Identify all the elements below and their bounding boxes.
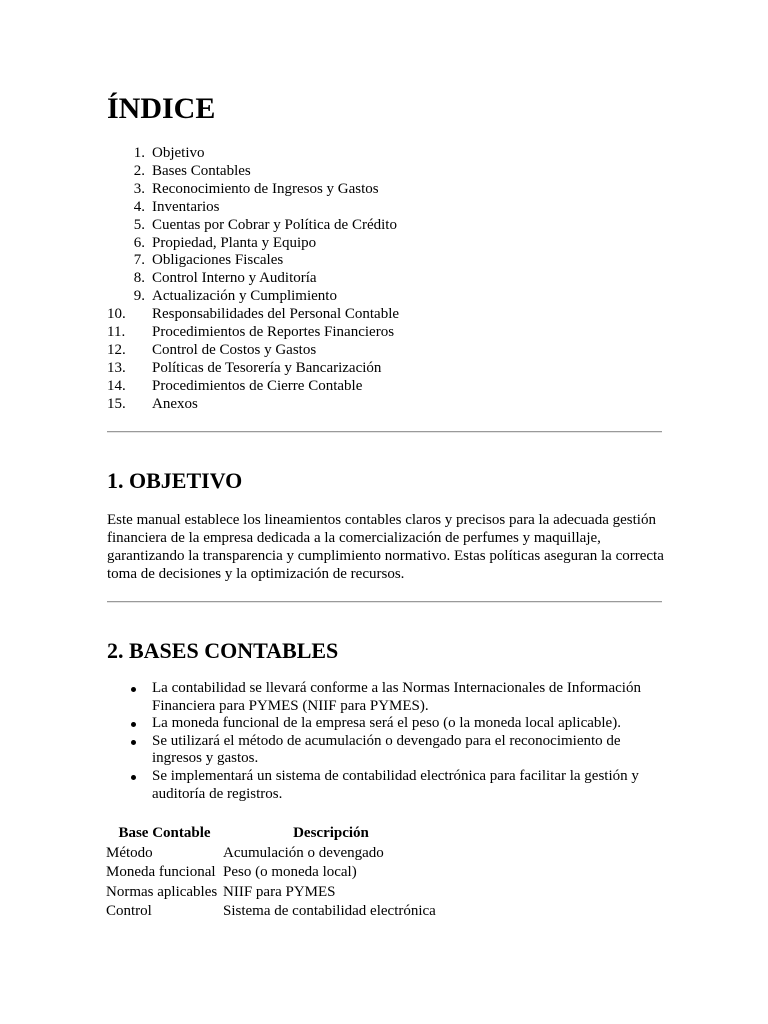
table-row <box>106 844 439 864</box>
toc-item-label: Control Interno y Auditoría <box>152 270 317 287</box>
toc-item <box>107 145 399 163</box>
index-title: ÍNDICE <box>107 92 216 125</box>
toc-item-label: Procedimientos de Cierre Contable <box>152 377 363 394</box>
table-row <box>106 883 439 903</box>
table-header-descripcion: Descripción <box>293 825 369 841</box>
toc-item <box>107 324 399 342</box>
table-row <box>106 902 439 922</box>
bullet-item: La contabilidad se llevará conforme a las Normas Internacionales de Información Financiera para PYMES (NIIF para PYMES). <box>107 680 667 715</box>
toc-item <box>107 306 399 324</box>
bases-table <box>106 824 439 922</box>
toc-item-label: Procedimientos de Reportes Financieros <box>152 324 395 341</box>
toc-item-number: 10. <box>107 306 126 323</box>
toc-item-label: Inventarios <box>152 198 220 215</box>
table-cell: Peso (o moneda local) <box>223 864 357 880</box>
toc-item <box>107 396 399 414</box>
toc-item-number: 6. <box>133 234 145 251</box>
bases-bullet-list <box>107 680 667 803</box>
toc-item-number: 5. <box>133 216 145 233</box>
bullet-item: Se implementará un sistema de contabilidad electrónica para facilitar la gestión y auditoría de registros. <box>107 768 667 803</box>
toc-item-number: 15. <box>107 395 126 412</box>
section-divider <box>107 431 662 433</box>
toc-item-label: Cuentas por Cobrar y Política de Crédito <box>152 216 397 233</box>
toc-item-label: Actualización y Cumplimiento <box>152 288 337 305</box>
toc-item-label: Control de Costos y Gastos <box>152 341 317 358</box>
table-header-base-contable: Base Contable <box>118 825 211 841</box>
toc-item <box>107 342 399 360</box>
table-cell: Método <box>106 844 153 861</box>
toc-item <box>107 360 399 378</box>
toc-item <box>107 199 399 217</box>
section-title-bases: 2. BASES CONTABLES <box>107 638 339 663</box>
table-cell: Moneda funcional <box>106 864 216 880</box>
toc-item-number: 2. <box>133 162 145 179</box>
toc-item-label: Responsabilidades del Personal Contable <box>152 306 400 323</box>
table-cell: Acumulación o devengado <box>223 844 384 861</box>
toc-item-label: Políticas de Tesorería y Bancarización <box>152 359 382 376</box>
toc-item-label: Objetivo <box>152 145 205 161</box>
toc-item-label: Obligaciones Fiscales <box>152 252 284 269</box>
bullet-item: La moneda funcional de la empresa será el peso (o la moneda local aplicable). <box>107 715 667 733</box>
toc-item-number: 7. <box>133 252 145 269</box>
toc-item <box>107 217 399 235</box>
toc-item-label: Reconocimiento de Ingresos y Gastos <box>152 180 379 197</box>
bullet-item: Se utilizará el método de acumulación o devengado para el reconocimiento de ingresos y gastos. <box>107 733 667 768</box>
toc-item-number: 14. <box>107 377 126 394</box>
toc-item-label: Bases Contables <box>152 162 251 179</box>
toc-item-number: 4. <box>133 198 145 215</box>
toc-item <box>107 270 399 288</box>
toc-item-label: Anexos <box>152 395 198 412</box>
table-row <box>106 863 439 883</box>
toc-item <box>107 235 399 253</box>
table-header-row <box>106 824 439 844</box>
toc-item <box>107 181 399 199</box>
table-cell: Sistema de contabilidad electrónica <box>223 903 436 919</box>
toc-item-number: 3. <box>133 180 145 197</box>
toc-item-label: Propiedad, Planta y Equipo <box>152 234 317 251</box>
table-cell: Normas aplicables <box>106 883 218 900</box>
table-of-contents <box>107 145 399 414</box>
toc-item <box>107 288 399 306</box>
toc-item <box>107 252 399 270</box>
toc-item <box>107 163 399 181</box>
table-cell: NIIF para PYMES <box>223 883 336 900</box>
section-title-objetivo: 1. OBJETIVO <box>107 468 243 493</box>
table-cell: Control <box>106 903 152 919</box>
toc-item-number: 1. <box>133 145 145 161</box>
toc-item-number: 9. <box>133 288 145 305</box>
section-divider <box>107 601 662 603</box>
objetivo-paragraph: Este manual establece los lineamientos contables claros y precisos para la adecuada gestión financiera de la empresa dedicada a la comercialización de perfumes y maquillaje, garantizando la transparencia y cumplimiento normativo. Estas políticas aseguran la correcta toma de decisiones y la optimización de recursos. <box>107 512 664 582</box>
toc-item-number: 13. <box>107 359 126 376</box>
toc-item-number: 12. <box>107 341 126 358</box>
toc-item-number: 11. <box>107 324 126 341</box>
toc-item <box>107 378 399 396</box>
toc-item-number: 8. <box>133 270 145 287</box>
